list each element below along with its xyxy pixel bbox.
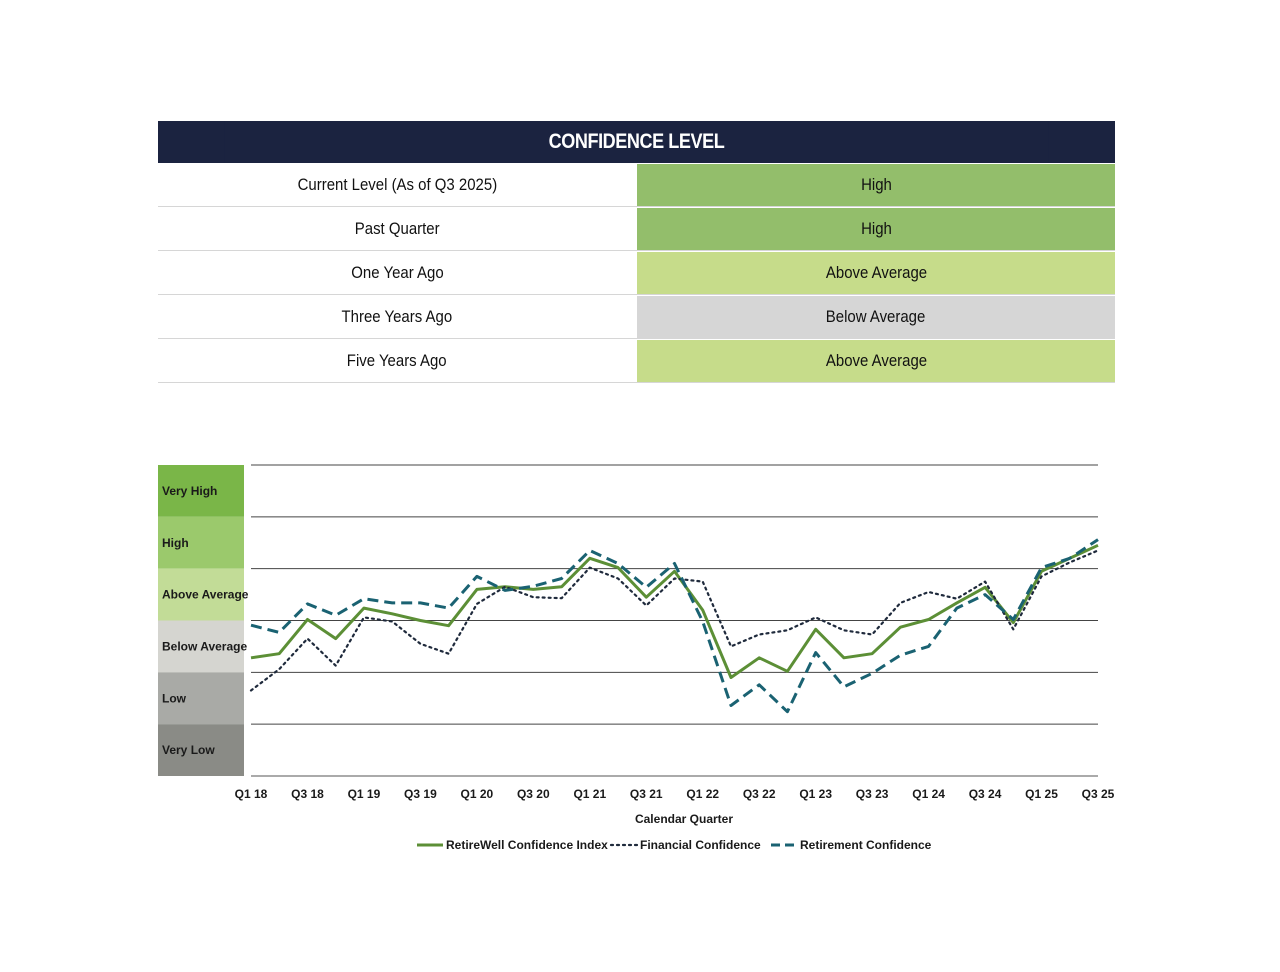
legend-label: RetireWell Confidence Index	[446, 838, 608, 852]
row-label-text: Five Years Ago	[347, 351, 447, 370]
band-label: Very Low	[162, 743, 215, 758]
row-label-text: Current Level (As of Q3 2025)	[297, 175, 497, 194]
x-tick-label: Q1 21	[573, 787, 607, 801]
x-tick-label: Q1 25	[1025, 787, 1058, 801]
x-axis-title: Calendar Quarter	[634, 812, 734, 826]
band-label: Below Average	[162, 639, 248, 654]
x-tick-label: Q1 20	[460, 787, 494, 801]
row-value-text: Above Average	[825, 263, 927, 282]
legend-label: Financial Confidence	[640, 838, 761, 852]
row-value-text: Above Average	[825, 351, 927, 370]
band-label: Low	[162, 691, 186, 706]
x-tick-label: Q3 18	[291, 787, 324, 801]
band-label: High	[162, 535, 189, 550]
row-label-text: Three Years Ago	[341, 307, 453, 326]
x-tick-label: Q1 18	[234, 787, 268, 801]
legend-label: Retirement Confidence	[800, 838, 932, 852]
series-line-2	[251, 540, 1098, 712]
row-label-text: One Year Ago	[350, 263, 444, 282]
x-tick-label: Q1 19	[347, 787, 381, 801]
band-label: Above Average	[162, 587, 249, 602]
x-tick-label: Q3 25	[1081, 787, 1115, 801]
band-label: Very High	[162, 483, 218, 498]
x-tick-label: Q3 23	[855, 787, 889, 801]
x-tick-label: Q1 23	[799, 787, 833, 801]
row-value-text: High	[860, 175, 892, 194]
x-tick-label: Q3 24	[968, 787, 1002, 801]
x-tick-label: Q3 21	[629, 787, 663, 801]
row-value-text: High	[860, 219, 892, 238]
x-tick-label: Q3 22	[742, 787, 776, 801]
x-tick-label: Q1 22	[686, 787, 720, 801]
x-tick-label: Q1 24	[912, 787, 945, 801]
x-tick-label: Q3 19	[404, 787, 437, 801]
x-tick-label: Q3 20	[516, 787, 550, 801]
table-title: CONFIDENCE LEVEL	[225, 121, 1048, 163]
row-value-text: Below Average	[826, 307, 926, 326]
row-label-text: Past Quarter	[354, 219, 440, 238]
